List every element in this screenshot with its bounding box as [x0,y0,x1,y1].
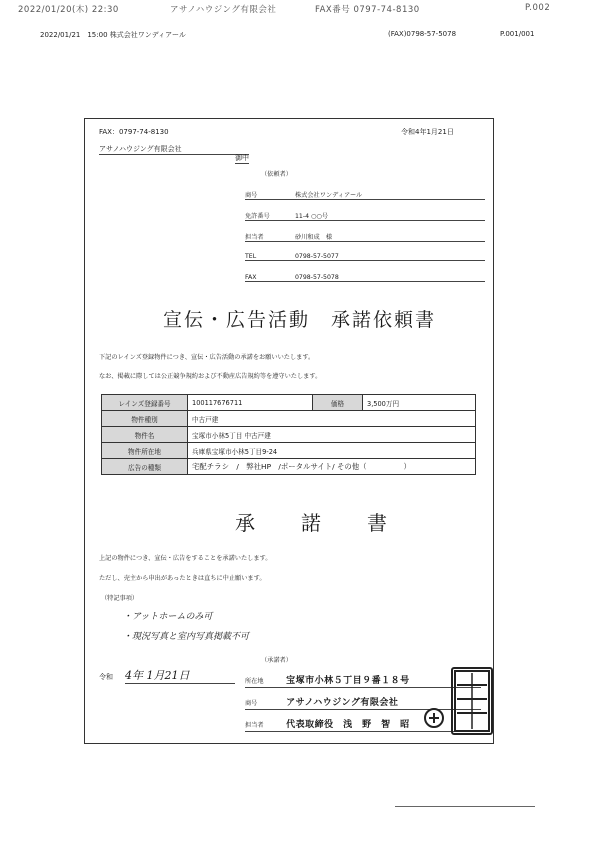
reins-value: 100117676711 [188,395,313,411]
reins-label: レインズ登録番号 [102,395,188,411]
addressee: アサノハウジング有限会社 [99,144,249,155]
requester-row-company [245,190,485,200]
consent-title-char-2: 諾 [301,511,321,535]
requester-label-fax: FAX [245,274,257,281]
requester-value-staff: 砂川和成 様 [294,234,333,241]
condition-1: ・アットホームのみ可 [123,612,213,622]
table-row [102,411,476,427]
location-value: 兵庫県宝塚市小林5丁目9-24 [188,443,476,459]
fax-header-timestamp: 2022/01/20(木) 22:30 [18,5,119,15]
consent-title-char-1: 承 [235,511,255,535]
fax-header-page: P.002 [525,3,551,13]
property-table [101,394,476,475]
requester-row-license [245,211,485,221]
table-row [102,459,476,475]
consenter-row-company [245,690,481,710]
price-label: 価格 [313,395,363,411]
consenter-row-rep [245,712,481,732]
property-name-value: 宝塚市小林5丁目 中古戸建 [188,427,476,443]
requester-label-tel: TEL [245,253,257,260]
requester-label-staff: 担当者 [245,234,264,241]
scan-line [395,806,535,807]
requester-value-license: 11-4 ○○号 [294,213,328,220]
consenter-label-rep: 担当者 [245,722,264,729]
conditions-heading: （特記事項） [101,595,139,602]
requester-heading: （依頼者） [261,171,292,178]
table-row [102,427,476,443]
consent-date: 4年 1月21日 [125,667,235,684]
requester-label-license: 免許番号 [245,213,270,220]
fax-header-number: FAX番号 0797-74-8130 [315,5,420,15]
consenter-label-address: 所在地 [245,678,264,685]
company-seal-icon [451,667,493,735]
condition-2: ・現況写真と室内写真掲載不可 [123,632,250,642]
requester-label-company: 商号 [245,192,258,199]
fax-subheader-page: P.001/001 [500,30,535,38]
personal-seal-icon [423,707,445,733]
property-name-label: 物件名 [102,427,188,443]
consent-paragraph-1: 上記の物件につき、宣伝・広告をすることを承諾いたします。 [99,555,272,562]
consent-paragraph-2: ただし、売主から申出があったときは直ちに中止願います。 [99,575,266,582]
consenter-row-address [245,668,481,688]
consenter-label-company: 商号 [245,700,258,707]
fax-header-sender: アサノハウジング有限会社 [170,5,277,15]
fax-subheader-number: (FAX)0798-57-5078 [388,30,457,38]
consenter-heading: （承諾者） [261,657,292,664]
price-value: 3,500万円 [363,395,476,411]
requester-value-company: 株式会社ワンディアール [294,192,363,199]
requester-row-fax [245,274,485,282]
consent-date-label: 令和 [99,673,113,681]
request-paragraph-2: なお、掲載に際しては公正競争規約および不動産広告規約等を遵守いたします。 [99,373,322,380]
requester-value-fax: 0798-57-5078 [294,274,339,281]
fax-subheader-timestamp: 2022/01/21 15:00 株式会社ワンディアール [40,31,186,39]
consenter-value-company: アサノハウジング有限会社 [286,698,399,708]
addressee-honorific: 御中 [235,154,249,162]
request-date: 令和4年1月21日 [401,128,454,136]
table-row [102,395,476,411]
consenter-value-address: 宝塚市小林５丁目９番１８号 [286,676,410,686]
type-value: 中古戸建 [188,411,476,427]
document-sheet [84,118,494,744]
requester-value-tel: 0798-57-5077 [294,253,339,260]
consent-title-char-3: 書 [367,511,387,535]
location-label: 物件所在地 [102,443,188,459]
fax-to: FAX：0797-74-8130 [99,128,169,136]
requester-row-tel [245,253,485,261]
consenter-value-rep: 代表取締役 浅 野 智 昭 [286,720,410,730]
requester-row-staff [245,232,485,242]
ad-type-value: 宅配チラシ / 弊社HP /ポータルサイト/ その他（ ） [188,459,476,475]
request-paragraph-1: 下記のレインズ登録物件につき、宣伝・広告活動の承諾をお願いいたします。 [99,354,315,361]
request-title: 宣伝・広告活動 承諾依頼書 [163,309,437,331]
ad-type-label: 広告の種類 [102,459,188,475]
type-label: 物件種別 [102,411,188,427]
table-row [102,443,476,459]
